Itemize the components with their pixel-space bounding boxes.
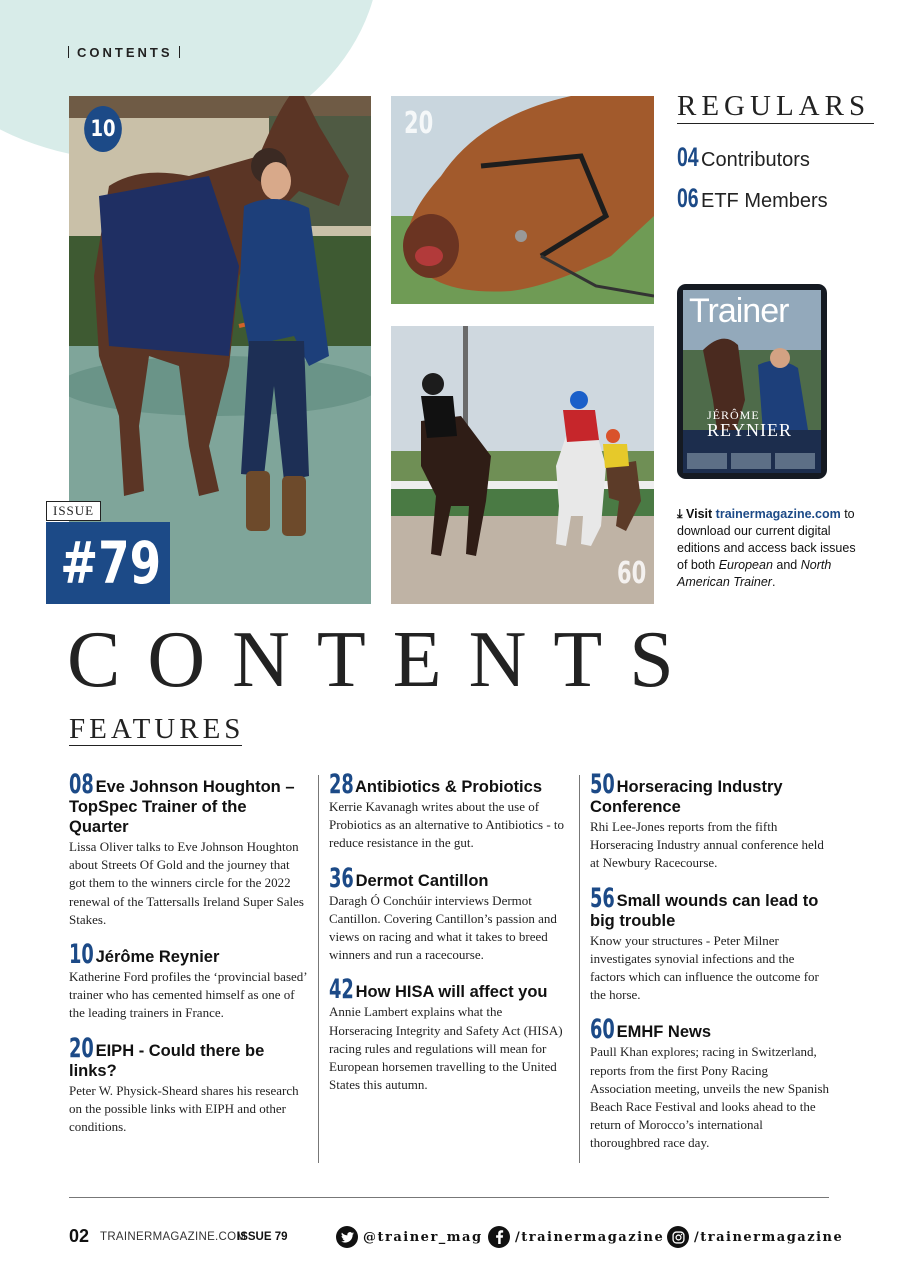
feature-entry[interactable] (69, 939, 309, 1023)
feature-title: Small wounds can lead to big trouble (590, 891, 819, 930)
visit-prefix: Visit (686, 507, 716, 521)
divider (68, 46, 69, 58)
page-title: CONTENTS (67, 616, 701, 704)
feature-summary: Kerrie Kavanagh writes about the use of Probiotics as an alternative to Antibiotics - to reduce resistance in the gut. (329, 799, 565, 851)
feature-page-number: 42 (329, 974, 354, 1006)
instagram-handle: /trainermagazine (694, 1229, 844, 1245)
feature-summary: Rhi Lee-Jones reports from the fifth Horseracing Industry annual conference held at Newbury Racecourse. (590, 819, 824, 871)
download-icon: ⤓ (677, 507, 683, 521)
feature-entry[interactable] (329, 769, 569, 853)
feature-page-number: 28 (329, 769, 354, 800)
feature-entry[interactable] (69, 769, 309, 929)
feature-page-number: 60 (590, 1014, 615, 1046)
visit-north-american: North American Trainer (677, 558, 832, 589)
facebook-icon (488, 1226, 510, 1248)
feature-title: EMHF News (616, 1023, 712, 1042)
tablet-name-last: REYNIER (707, 420, 792, 440)
feature-page-number: 20 (69, 1032, 94, 1064)
regular-label: Contributors (701, 149, 810, 171)
visit-and: and (772, 558, 801, 572)
instagram-icon (667, 1226, 689, 1248)
regular-page-number: 06 (677, 183, 699, 213)
social-facebook[interactable] (488, 1226, 664, 1248)
footer-page-number: 02 (69, 1226, 90, 1246)
issue-number: #79 (60, 529, 162, 597)
regular-label: ETF Members (701, 190, 828, 212)
feature-entry[interactable] (590, 769, 830, 873)
divider (179, 46, 180, 58)
column-divider (318, 775, 319, 1163)
features-column-3 (590, 769, 830, 1169)
header-text: CONTENTS (77, 45, 173, 60)
page-number-overlay: 20 (404, 106, 434, 141)
twitter-handle: @trainer_mag (363, 1229, 483, 1245)
regular-item[interactable] (677, 183, 828, 214)
feature-title: Jérôme Reynier (95, 948, 220, 967)
page-number-badge: 10 (84, 106, 122, 152)
feature-title: Antibiotics & Probiotics (354, 778, 542, 796)
facebook-handle: /trainermagazine (515, 1229, 665, 1245)
feature-title: Eve Johnson Houghton – TopSpec Trainer of the Quarter (69, 778, 295, 836)
features-column-1 (69, 769, 309, 1152)
tablet-name-first: JÉRÔME (707, 408, 760, 422)
regular-item[interactable] (677, 142, 810, 173)
feature-summary: Daragh Ó Conchúir interviews Dermot Cantillon. Covering Cantillon’s passion and views on racing and what it takes to breed winners and run a racecourse. (329, 892, 557, 963)
photo-pony-race[interactable] (391, 326, 654, 604)
visit-text: to download our current digital editions and access back issues of both (677, 507, 856, 572)
feature-page-number: 50 (590, 769, 615, 800)
feature-title: How HISA will affect you (355, 983, 548, 1002)
regulars-heading: REGULARS (677, 90, 871, 122)
tablet-magazine-cover[interactable] (677, 284, 827, 479)
footer-divider (69, 1197, 829, 1198)
features-heading: FEATURES (69, 713, 245, 745)
visit-european: European (718, 558, 773, 572)
website-link[interactable]: trainermagazine.com (715, 507, 841, 521)
feature-entry[interactable] (329, 974, 569, 1094)
feature-entry[interactable] (590, 1014, 830, 1152)
feature-summary: Annie Lambert explains what the Horseracing Integrity and Safety Act (HISA) racing rules and regulations will mean for European horsemen travelling to the United States this autumn. (329, 1004, 563, 1093)
feature-page-number: 10 (69, 939, 94, 971)
footer-issue: ISSUE 79 (237, 1231, 288, 1243)
feature-summary: Paull Khan explores; racing in Switzerland, reports from the first Pony Racing Association meeting, unveils the new Spanish Beach Race Festival and looks ahead to the return of Morocco’s international thoroughbred race day. (590, 1044, 830, 1151)
social-instagram[interactable] (667, 1226, 843, 1248)
social-twitter[interactable] (336, 1226, 483, 1248)
regular-page-number: 04 (677, 142, 699, 172)
visit-note (677, 506, 857, 591)
issue-label: ISSUE (46, 501, 101, 521)
feature-title: Horseracing Industry Conference (590, 778, 783, 816)
visit-end: . (771, 575, 776, 589)
column-divider (579, 775, 580, 1163)
feature-title: EIPH - Could there be links? (69, 1041, 265, 1080)
feature-entry[interactable] (69, 1032, 309, 1137)
issue-number-box (46, 522, 170, 604)
feature-summary: Peter W. Physick-Sheard shares his research on the possible links with EIPH and other conditions. (69, 1082, 299, 1135)
feature-entry[interactable] (590, 882, 830, 1005)
feature-page-number: 08 (69, 769, 94, 800)
tablet-screen (683, 290, 821, 473)
twitter-icon (336, 1226, 358, 1248)
feature-entry[interactable] (329, 862, 569, 965)
features-column-2 (329, 769, 569, 1110)
feature-page-number: 36 (329, 862, 354, 894)
header-section-label (68, 45, 180, 60)
feature-summary: Lissa Oliver talks to Eve Johnson Houghton about Streets Of Gold and the journey that got them to the winners circle for the 2022 renewal of the Tattersalls Ireland Super Sales Stakes. (69, 839, 304, 927)
feature-title: Dermot Cantillon (355, 871, 489, 890)
page-number-overlay: 60 (617, 556, 647, 591)
footer-site[interactable]: TRAINERMAGAZINE.COM (100, 1231, 247, 1243)
tablet-brand: Trainer (689, 292, 789, 330)
feature-summary: Katherine Ford profiles the ‘provincial based’ trainer who has cemented himself as one of the leading trainers in France. (69, 969, 307, 1021)
feature-page-number: 56 (590, 882, 615, 914)
feature-summary: Know your structures - Peter Milner investigates synovial infections and the factors which can influence the outcome for the horse. (590, 932, 819, 1003)
